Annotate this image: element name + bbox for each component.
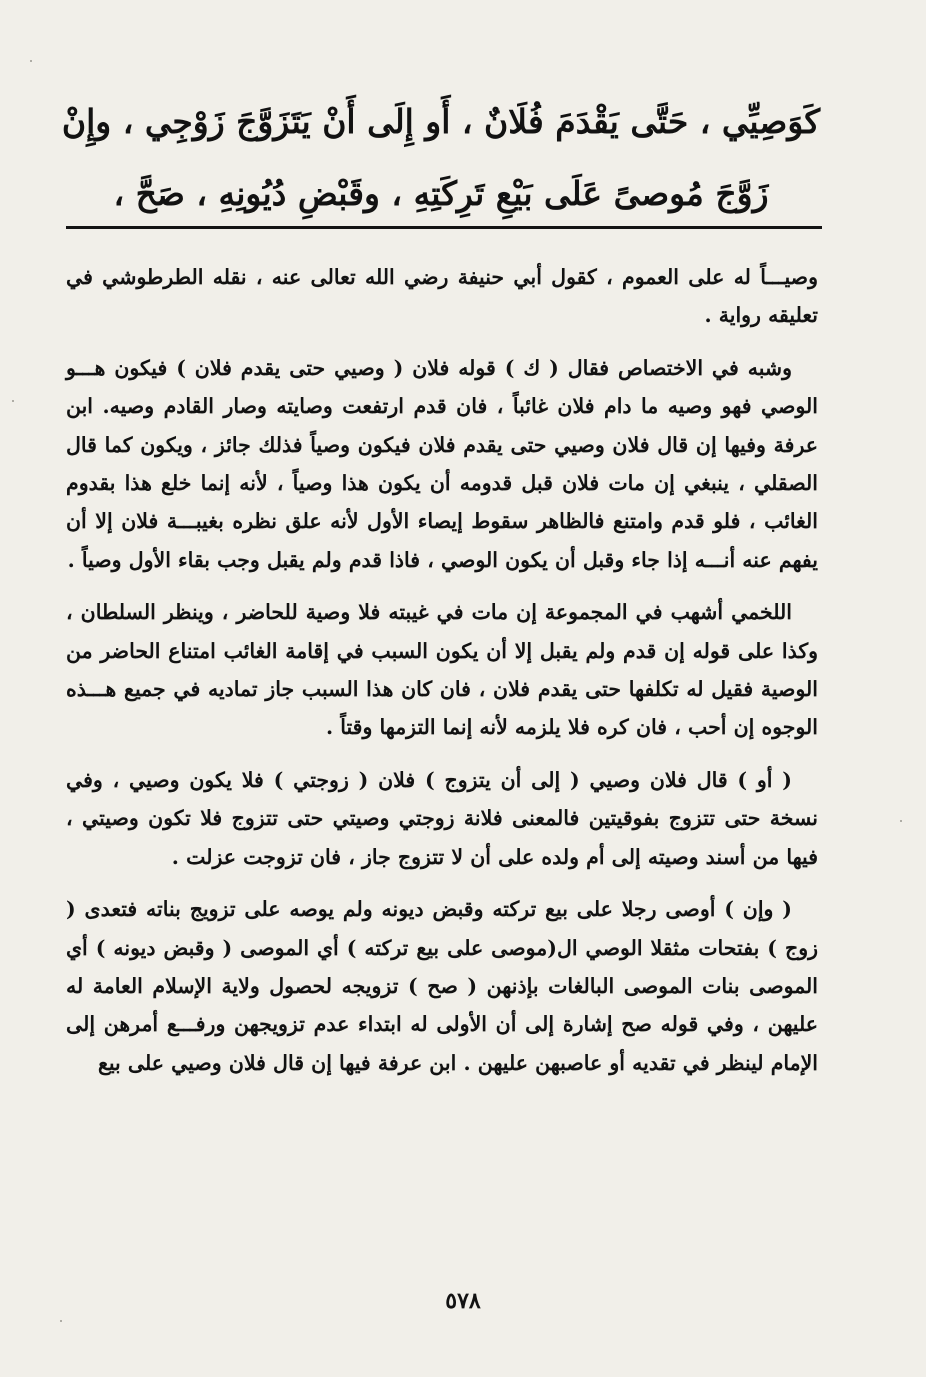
commentary-paragraph-5: ( وإن ) أوصى رجلا على بيع تركته وقبض ديونه ولم يوصه على تزويج بناته فتعدى ( زوج ) بفتحات مثقلا الوصي ال(موصى على بيع تركته ) أي الموصى ( وقبض ديونه ) أي الموصى بنات الموصى البالغات بإذنهن ( صح ) تزويجه لحصول ولاية الإسلام العامة له عليهن ، وفي قوله صح إشارة إلى أن الأولى له ابتداء عدم تزويجهن ورفـــع أمرهن إلى الإمام لينظر في تقديه أو عاصبهن عليهن . ابن عرفة فيها إن قال فلان وصيي على بيع xyxy=(66,897,818,1075)
commentary-paragraph-3: اللخمي أشهب في المجموعة إن مات في غيبته فلا وصية للحاضر ، وينظر السلطان ، وكذا على قوله إن قدم ولم يقبل إلا أن يكون السبب في إقامة الغائب امتناع الحاضر من الوصية فقيل له تكلفها حتى يقدم فلان ، فان كان هذا السبب جاز تماديه في جميع هـــذه الوجوه إن أحب ، فان كره فلا يلزمه لأنه إنما التزمها وقتاً . xyxy=(66,600,818,740)
page-number: ٥٧٨ xyxy=(445,1288,481,1314)
main-text-line-1: كَوَصِيِّي ، حَتَّى يَقْدَمَ فُلَانٌ ، أَو إِلَى أَنْ يَتَزَوَّجَ زَوْجِي ، وإِنْ xyxy=(61,102,821,141)
paper-speck xyxy=(60,1320,62,1322)
separator-rule xyxy=(66,226,822,229)
commentary-paragraph-4: ( أو ) قال فلان وصيي ( إلى أن يتزوج ) فلان ( زوجتي ) فلا يكون وصيي ، وفي نسخة حتى تتزوج بفوقيتين فالمعنى فلانة زوجتي وصيتي حتى تتزوج فلا تكون وصيتي ، فيها من أسند وصيته إلى أم ولده على أن لا تتزوج جاز ، فان تزوجت عزلت . xyxy=(66,767,818,869)
commentary-paragraph-1: وصيـــاً له على العموم ، كقول أبي حنيفة رضي الله تعالى عنه ، نقله الطرطوشي في تعليقه رواية . xyxy=(66,265,818,328)
paper-speck xyxy=(12,400,14,402)
main-text xyxy=(60,86,822,230)
paper-speck xyxy=(900,820,902,822)
main-text-line-2: زَوَّجَ مُوصىً عَلَى بَيْعِ تَرِكَتِهِ ، وقَبْضِ دُيُونِهِ ، صَحَّ ، xyxy=(113,174,769,213)
paper-speck xyxy=(30,60,32,62)
commentary xyxy=(66,258,818,1096)
commentary-paragraph-2: وشبه في الاختصاص فقال ( ك ) قوله فلان ( وصيي حتى يقدم فلان ) فيكون هـــو الوصي فهو وصيه ما دام فلان غائباً ، فان قدم ارتفعت وصايته وصار القادم وصيه. ابن عرفة وفيها إن قال فلان وصيي حتى يقدم فلان فيكون وصياً فذلك جائز ، ويكون كما قال الصقلي ، ينبغي إن مات فلان قبل قدومه أن يكون هذا وصياً ، لأنه إنما خلع هذا بقدوم الغائب ، فلو قدم وامتنع فالظاهر سقوط إيصاء الأول لأنه علق نظره بغيبـــة فلان إلا أن يفهم عنه أنـــه إذا جاء وقبل أن يكون الوصي ، فاذا قدم ولم يقبل وجب بقاء الأول وصياً . xyxy=(66,355,818,572)
